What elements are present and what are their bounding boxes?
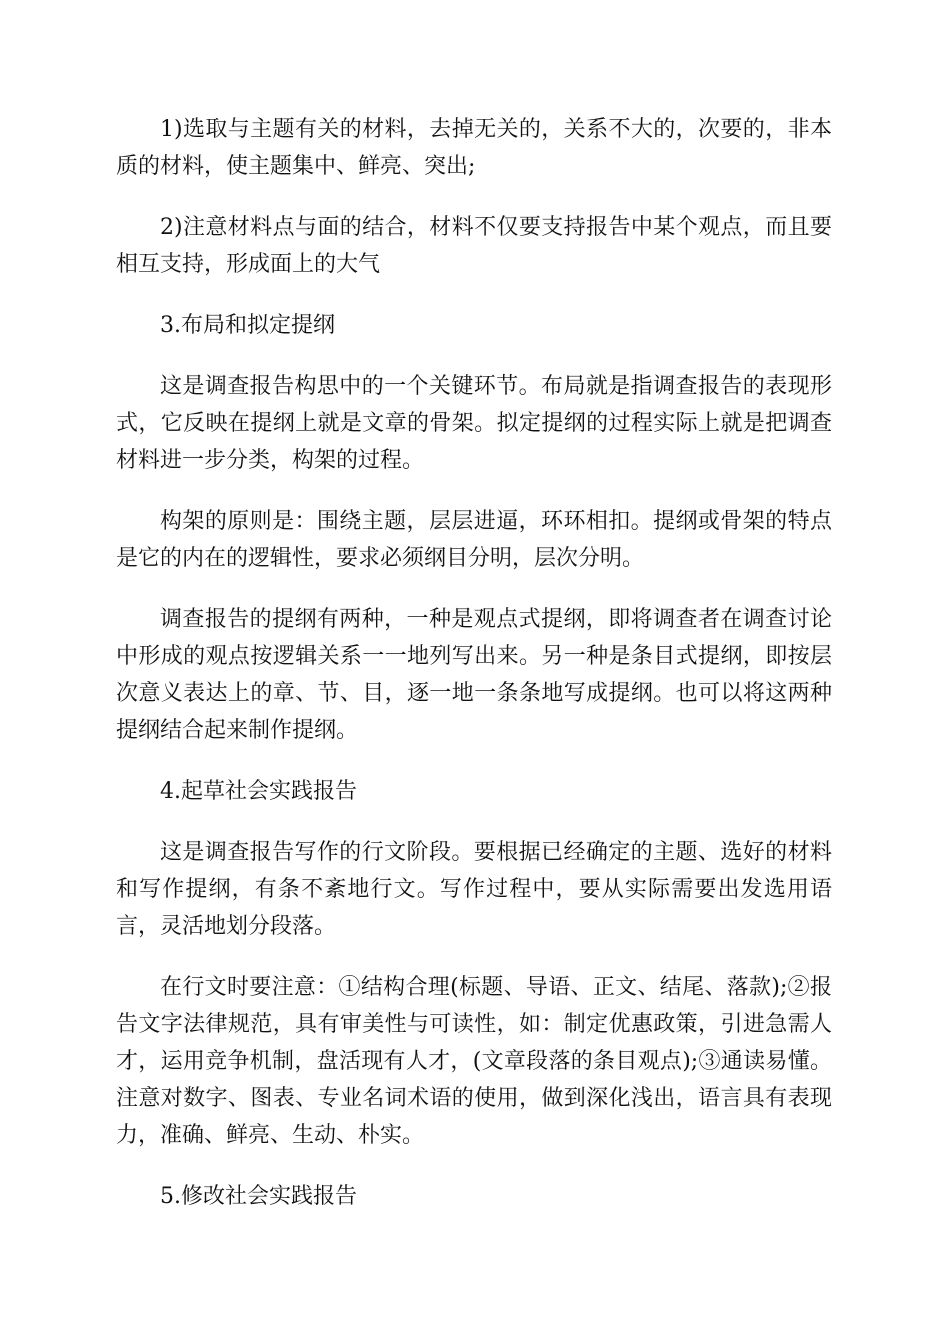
paragraph-structure-principle: 构架的原则是：围绕主题，层层进逼，环环相扣。提纲或骨架的特点是它的内在的逻辑性，要求必须纲目分明，层次分明。 [116, 509, 832, 571]
paragraph-outline-types: 调查报告的提纲有两种，一种是观点式提纲，即将调查者在调查讨论中形成的观点按逻辑关系一一地列写出来。另一种是条目式提纲，即按层次意义表达上的章、节、目，逐一地一条条地写成提纲。也可以将这两种提纲结合起来制作提纲。 [116, 607, 832, 743]
paragraph-drafting-stage: 这是调查报告写作的行文阶段。要根据已经确定的主题、选好的材料和写作提纲，有条不紊地行文。写作过程中，要从实际需要出发选用语言，灵活地划分段落。 [116, 840, 832, 939]
section-heading-layout-outline: 3.布局和拟定提纲 [160, 313, 335, 338]
paragraph-material-selection: 1)选取与主题有关的材料，去掉无关的，关系不大的，次要的，非本质的材料，使主题集中、鲜亮、突出; [116, 117, 832, 179]
paragraph-layout-description: 这是调查报告构思中的一个关键环节。布局就是指调查报告的表现形式，它反映在提纲上就是文章的骨架。拟定提纲的过程实际上就是把调查材料进一步分类，构架的过程。 [116, 374, 832, 473]
section-heading-draft-report: 4.起草社会实践报告 [160, 779, 357, 804]
section-heading-revise-report: 5.修改社会实践报告 [160, 1184, 357, 1209]
paragraph-writing-notes: 在行文时要注意：①结构合理(标题、导语、正文、结尾、落款);②报告文字法律规范，具有审美性与可读性，如：制定优惠政策，引进急需人才，运用竞争机制，盘活现有人才，(文章段落的条目观点);③通读易懂。注意对数字、图表、专业名词术语的使用，做到深化浅出，语言具有表现力，准确、鲜亮、生动、朴实。 [116, 975, 832, 1148]
paragraph-material-combination: 2)注意材料点与面的结合，材料不仅要支持报告中某个观点，而且要相互支持，形成面上的大气 [116, 215, 832, 277]
document-body [116, 111, 832, 1239]
